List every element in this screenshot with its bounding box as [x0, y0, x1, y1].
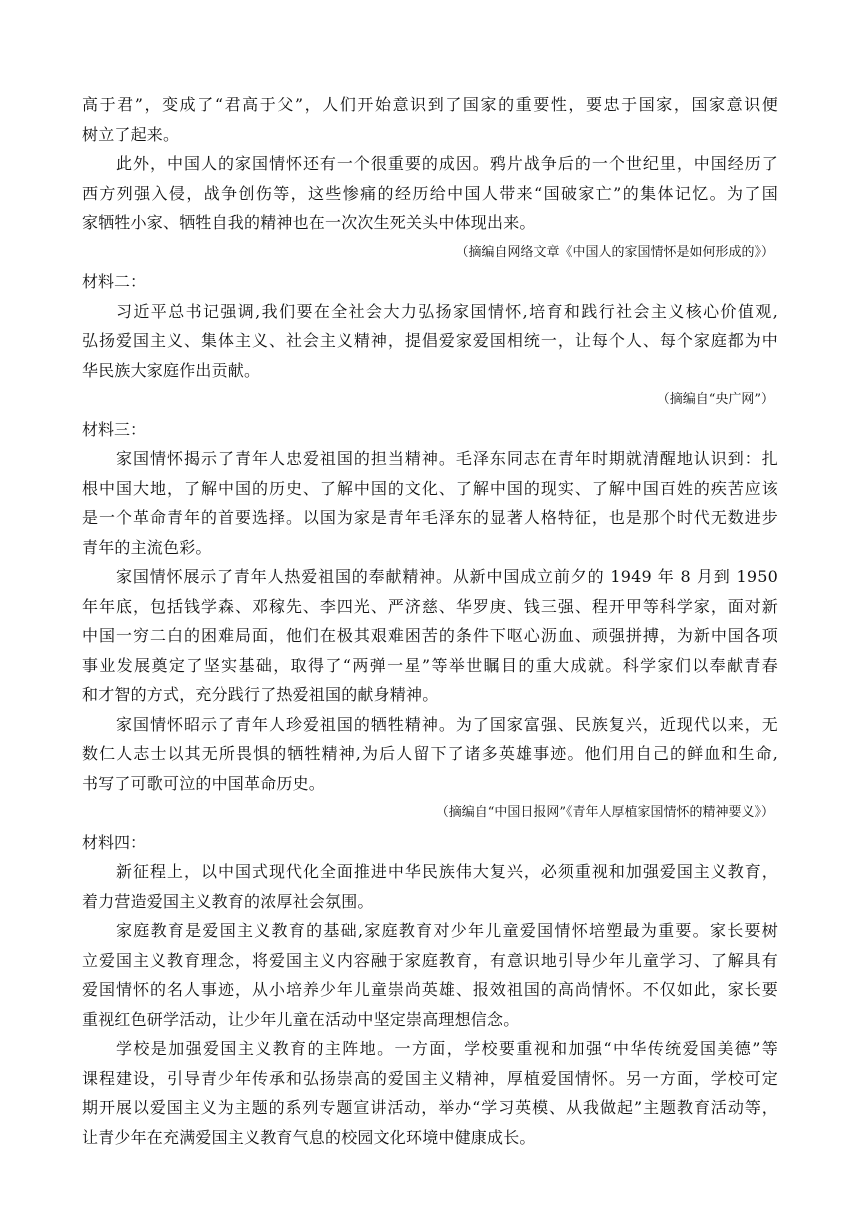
paragraph — [82, 90, 778, 149]
paragraph — [82, 857, 778, 916]
source-citation: （摘编自网络文章《中国人的家国情怀是如何形成的》） — [455, 244, 774, 260]
paragraph — [82, 916, 778, 1034]
paragraph-line: 弘扬爱国主义、集体主义、社会主义精神，提倡爱家爱国相统一，让每个人、每个家庭都为中 — [82, 331, 778, 350]
paragraph-line: 新征程上，以中国式现代化全面推进中华民族伟大复兴，必须重视和加强爱国主义教育， — [116, 862, 778, 881]
section-heading: 材料四： — [82, 832, 147, 852]
paragraph — [82, 149, 778, 238]
paragraph-line: 事业发展奠定了坚实基础，取得了“两弹一星”等举世瞩目的重大成就。科学家们以奉献青春 — [82, 655, 778, 675]
paragraph-line: 课程建设，引导青少年传承和弘扬崇高的爱国主义精神，厚植爱国情怀。另一方面，学校可定 — [82, 1068, 778, 1088]
paragraph-line: 家国情怀揭示了青年人忠爱祖国的担当精神。毛泽东同志在青年时期就清醒地认识到：扎 — [116, 449, 778, 468]
paragraph-line: 让青少年在充满爱国主义教育气息的校园文化环境中健康成长。 — [82, 1127, 536, 1147]
source-citation: （摘编自“央广网”） — [656, 392, 774, 407]
paragraph-line: 家牺牲小家、牺牲自我的精神也在一次次生死关头中体现出来。 — [82, 213, 536, 232]
paragraph-line: 和才智的方式，充分践行了热爱祖国的献身精神。 — [82, 685, 439, 704]
paragraph-line: 数仁人志士以其无所畏惧的牺牲精神,为后人留下了诸多英雄事迹。他们用自己的鲜血和生命, — [82, 744, 778, 763]
paragraph-line: 着力营造爱国主义教育的浓厚社会氛围。 — [82, 891, 374, 911]
paragraph-line: 习近平总书记强调,我们要在全社会大力弘扬家国情怀,培育和践行社会主义核心价值观, — [116, 301, 778, 321]
paragraph-line: 期开展以爱国主义为主题的系列专题宣讲活动，举办“学习英模、从我做起”主题教育活动等， — [82, 1098, 778, 1117]
paragraph — [82, 562, 778, 710]
paragraph-line: 此外，中国人的家国情怀还有一个很重要的成因。鸦片战争后的一个世纪里，中国经历了 — [116, 154, 778, 173]
paragraph-line: 是一个革命青年的首要选择。以国为家是青年毛泽东的显著人格特征，也是那个时代无数进步 — [82, 508, 778, 527]
paragraph — [82, 444, 778, 562]
paragraph — [82, 297, 778, 386]
paragraph-line: 华民族大家庭作出贡献。 — [82, 360, 261, 380]
paragraph — [82, 710, 778, 799]
paragraph-line: 爱国情怀的名人事迹，从小培养少年儿童崇尚英雄、报效祖国的高尚情怀。不仅如此，家长要 — [82, 980, 778, 999]
paragraph-line: 根中国大地，了解中国的历史、了解中国的文化、了解中国的现实、了解中国百姓的疾苦应该 — [82, 478, 778, 498]
paragraph-line: 立爱国主义教育理念，将爱国主义内容融于家庭教育，有意识地引导少年儿童学习、了解具有 — [82, 950, 778, 970]
paragraph-line: 家庭教育是爱国主义教育的基础,家庭教育对少年儿童爱国情怀培塑最为重要。家长要树 — [116, 921, 778, 940]
paragraph-line: 重视红色研学活动，让少年儿童在活动中坚定崇高理想信念。 — [82, 1009, 520, 1029]
paragraph-line: 年年底，包括钱学森、邓稼先、李四光、严济慈、华罗庚、钱三强、程开甲等科学家，面对新 — [82, 596, 778, 616]
paragraph-line: 家国情怀昭示了青年人珍爱祖国的牺牲精神。为了国家富强、民族复兴，近现代以来，无 — [116, 714, 778, 734]
paragraph-line: 树立了起来。 — [82, 124, 180, 144]
paragraph-line: 中国一穷二白的困难局面，他们在极其艰难困苦的条件下呕心沥血、顽强拼搏，为新中国各项 — [82, 626, 778, 645]
paragraph-line: 家国情怀展示了青年人热爱祖国的奉献精神。从新中国成立前夕的 1949 年 8 月到 1950 — [116, 567, 778, 586]
paragraph-line: 青年的主流色彩。 — [82, 537, 212, 557]
paragraph-line: 学校是加强爱国主义教育的主阵地。一方面，学校要重视和加强“中华传统爱国美德”等 — [116, 1039, 778, 1058]
paragraph-line: 高于君”，变成了“君高于父”，人们开始意识到了国家的重要性，要忠于国家，国家意识便 — [82, 95, 778, 114]
section-heading: 材料二： — [82, 272, 147, 291]
source-citation: （摘编自“中国日报网”《青年人厚植家国情怀的精神要义》） — [435, 805, 774, 820]
paragraph-line: 书写了可歌可泣的中国革命历史。 — [82, 773, 326, 793]
paragraph — [82, 1034, 778, 1152]
paragraph-line: 西方列强入侵，战争创伤等，这些惨痛的经历给中国人带来“国破家亡”的集体记忆。为了国 — [82, 183, 778, 203]
section-heading: 材料三： — [82, 419, 147, 439]
